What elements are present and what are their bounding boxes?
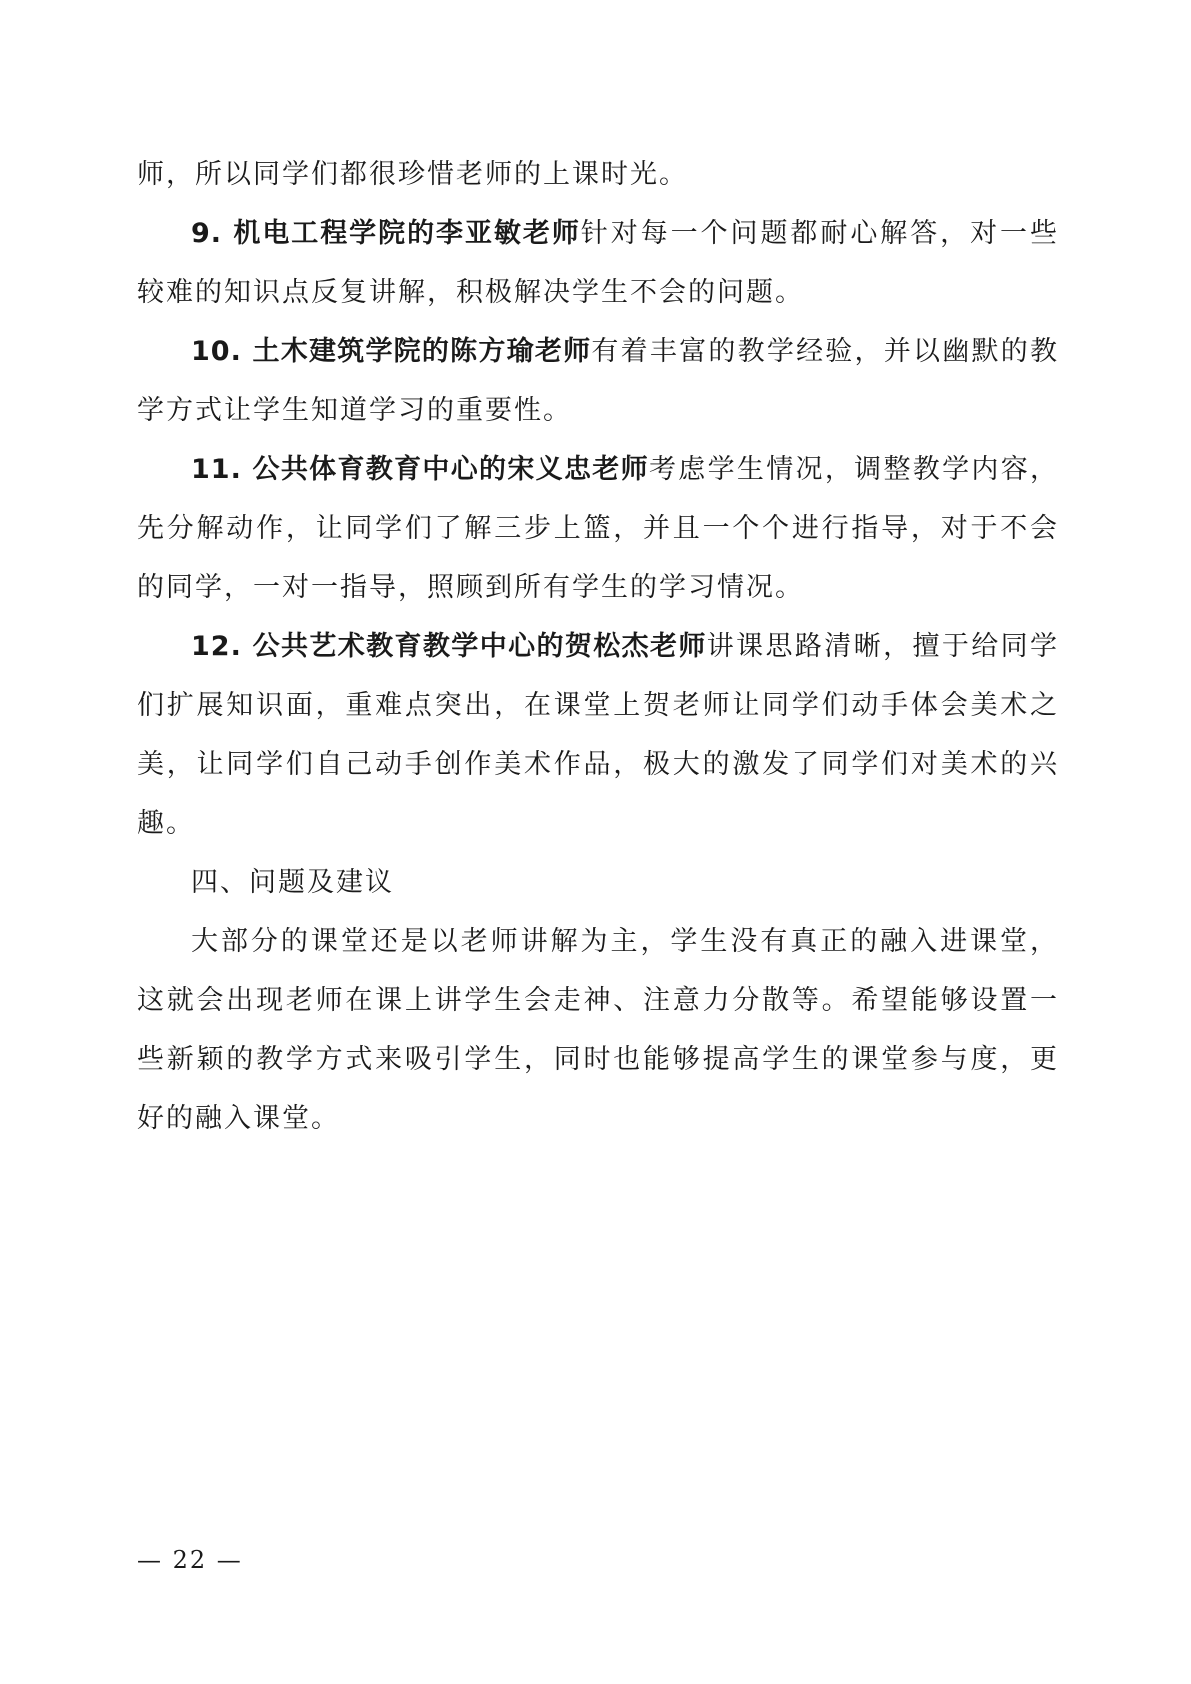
paragraph-text: 讲课思路清晰，擅于给同学们扩展知识面，重难点突出，在课堂上贺老师让同学们动手体会美术之美，让同学们自己动手创作美术作品，极大的激发了同学们对美术的兴趣。: [137, 631, 1059, 839]
paragraph-text: 师，所以同学们都很珍惜老师的上课时光。: [137, 159, 688, 190]
paragraph-lead: 11. 公共体育教育中心的宋义忠老师: [191, 454, 649, 485]
paragraph-lead: 10. 土木建筑学院的陈方瑜老师: [191, 336, 592, 367]
closing-paragraph: 大部分的课堂还是以老师讲解为主，学生没有真正的融入进课堂，这就会出现老师在课上讲学生会走神、注意力分散等。希望能够设置一些新颖的教学方式来吸引学生，同时也能够提高学生的课堂参与度，更好的融入课堂。: [137, 926, 1059, 1134]
paragraph-lead: 9. 机电工程学院的李亚敏老师: [191, 218, 581, 249]
paragraph-item-11: [137, 440, 1059, 617]
paragraph-item-9: [137, 204, 1059, 322]
section-heading: 四、问题及建议: [191, 867, 394, 898]
paragraph-lead: 12. 公共艺术教育教学中心的贺松杰老师: [191, 631, 707, 662]
paragraph-continuation: [137, 145, 1059, 204]
paragraph-text: 有着丰富的教学经验，并以幽默的教学方式让学生知道学习的重要性。: [137, 336, 1059, 426]
paragraph-item-12: [137, 617, 1059, 853]
paragraph-text: 考虑学生情况，调整教学内容，先分解动作，让同学们了解三步上篮，并且一个个进行指导，对于不会的同学，一对一指导，照顾到所有学生的学习情况。: [137, 454, 1060, 603]
page-number: — 22 —: [137, 1546, 243, 1574]
document-body: [137, 145, 1059, 1148]
paragraph-text: 针对每一个问题都耐心解答，对一些较难的知识点反复讲解，积极解决学生不会的问题。: [137, 218, 1060, 308]
paragraph-item-10: [137, 322, 1059, 440]
